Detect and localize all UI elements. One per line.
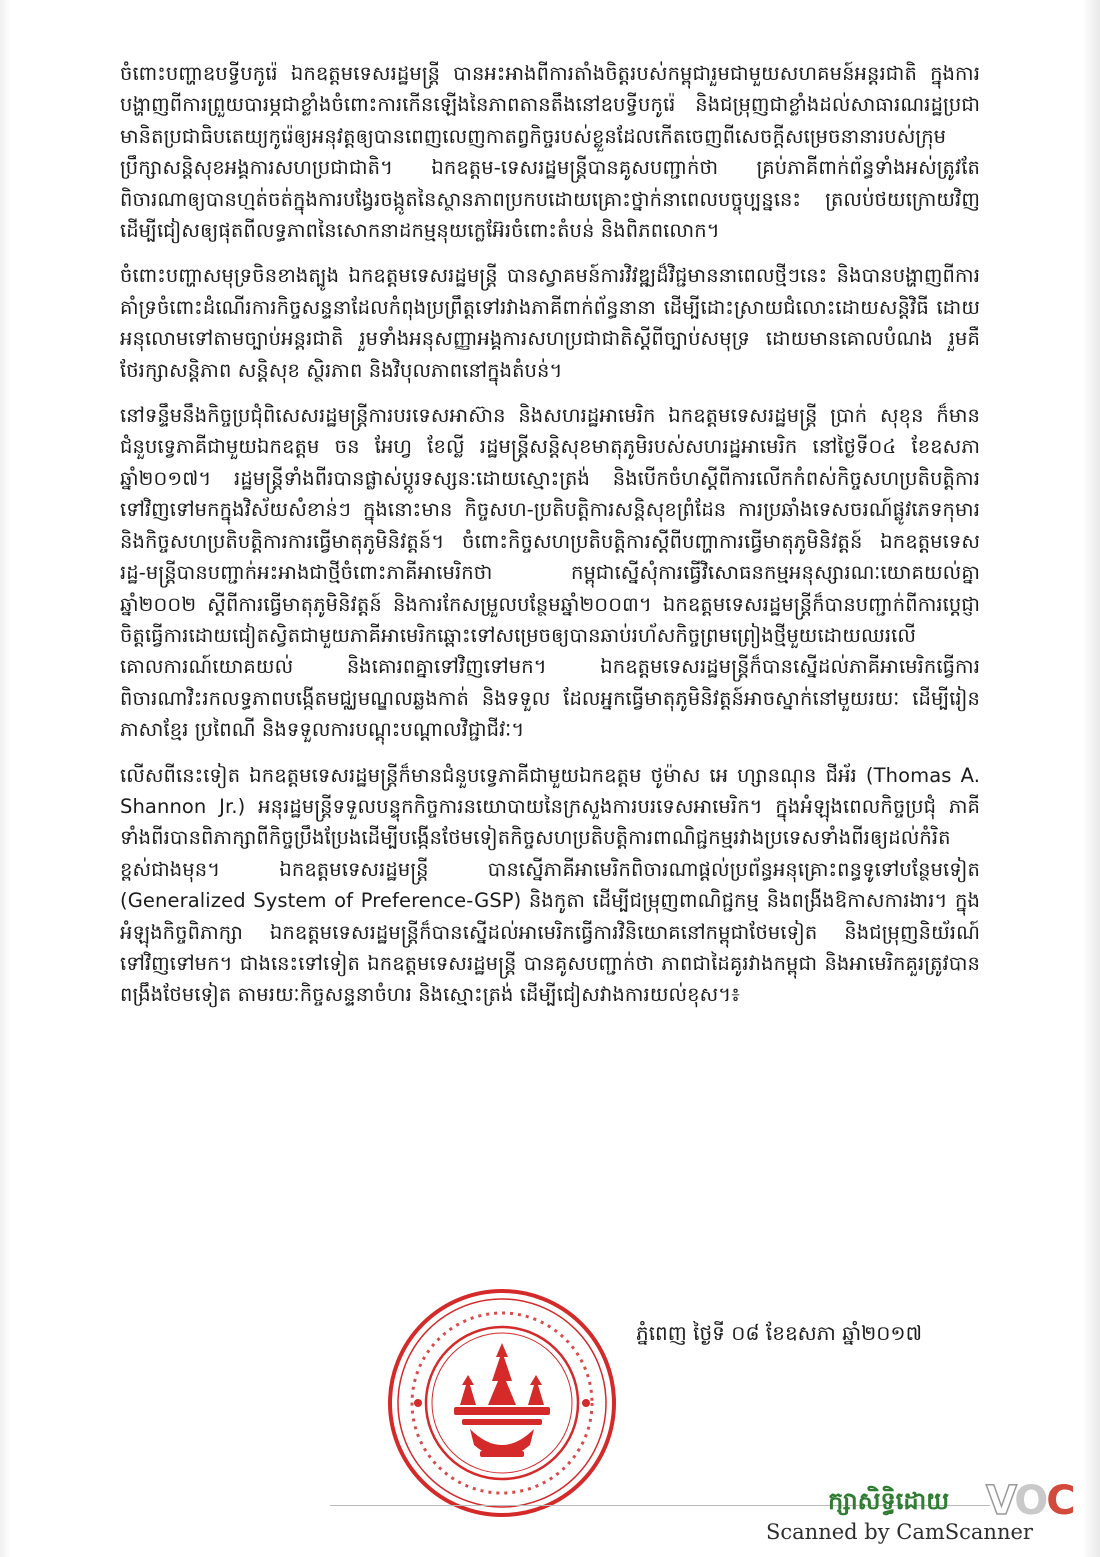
place-and-date: ភ្នំពេញ ថ្ងៃទី ០៨ ខែឧសភា ឆ្នាំ២០១៧: [636, 1321, 922, 1345]
paragraph-south-china-sea: ចំពោះបញ្ហាសមុទ្រចិនខាងត្បូង ឯកឧត្តមទេសរដ្ឋមន្ត្រី បានស្វាគមន៍ការវិវឌ្ឍដ៏វិជ្ជមាននាពេលថ្មីៗនេះ និងបានបង្ហាញពីការគាំទ្រចំពោះដំណើរការកិច្ចសន្ទនាដែលកំពុងប្រព្រឹត្តទៅរវាងភាគីពាក់ព័ន្ធនានា ដើម្បីដោះស្រាយជំលោះដោយសន្តិវិធី ដោយអនុលោមទៅតាមច្បាប់អន្តរជាតិ រួមទាំងអនុសញ្ញាអង្គការសហប្រជាជាតិស្តីពីច្បាប់សមុទ្រ ដោយមានគោលបំណង រួមគឺថែរក្សាសន្តិភាព សន្តិសុខ ស្ថិរភាព និងវិបុលភាពនៅក្នុងតំបន់។: [120, 264, 980, 382]
logo-letter-c: C: [1046, 1478, 1074, 1524]
paragraph-trade-text: លើសពីនេះទៀត ឯកឧត្តមទេសរដ្ឋមន្ត្រីក៏មានជំនួបទ្វេភាគីជាមួយឯកឧត្តម ថូម៉ាស អេ ហ្សានណុន ជីអ័រ (Thomas A. Shannon Jr.) អនុរដ្ឋមន្ត្រីទទួលបន្ទុកកិច្ចការនយោបាយនៃក្រសួងការបរទេសអាមេរិក។ ក្នុងអំឡុងពេលកិច្ចប្រជុំ ភាគីទាំងពីរបានពិភាក្សាពីកិច្ចប្រឹងប្រែងដើម្បីបង្កើនថែមទៀតកិច្ចសហប្រតិបត្តិការពាណិជ្ជកម្មរវាងប្រទេសទាំងពីរឲ្យដល់កំរិតខ្ពស់ជាងមុន។ ឯកឧត្តមទេសរដ្ឋមន្ត្រី បានស្នើភាគីអាមេរិកពិចារណាផ្តល់ប្រព័ន្ធអនុគ្រោះពន្ធទូទៅបន្ថែមទៀត (Generalized System of Preference-GSP) និងកូតា ដើម្បីជម្រុញពាណិជ្ជកម្ម និងពង្រីងឱកាសការងារ។ ក្នុងអំឡុងកិច្ចពិភាក្សា ឯកឧត្តមទេសរដ្ឋមន្ត្រីក៏បានស្នើដល់អាមេរិកធ្វើការវិនិយោគនៅកម្ពុជាថែមទៀត និងជម្រុញនិយ័រណ៍ទៅវិញទៅមក។ ជាងនេះទៅទៀត ឯកឧត្តមទេសរដ្ឋមន្ត្រី បានគូសបញ្ជាក់ថា ភាពជាដៃគូរវាងកម្ពុជា និងអាមេរិកគួរត្រូវបានពង្រឹងថែមទៀត តាមរយៈកិច្ចសន្ទនាចំហរ និងស្មោះត្រង់ ដើម្បីជៀសវាងការយល់ខុស។: [120, 763, 980, 1007]
document-body: [120, 58, 980, 1025]
paragraph-korea: ចំពោះបញ្ហាឧបទ្វីបកូរ៉េ ឯកឧត្តមទេសរដ្ឋមន្ត្រី បានអះអាងពីការតាំងចិត្តរបស់កម្ពុជារួមជាមួយសហគមន៍អន្តរជាតិ ក្នុងការបង្ហាញពីការព្រួយបារម្ភជាខ្លាំងចំពោះការកើនឡើងនៃភាពតានតឹងនៅឧបទ្វីបកូរ៉េ និងជម្រុញជាខ្លាំងដល់សាធារណរដ្ឋប្រជាមានិតប្រជាធិបតេយ្យកូរ៉េឲ្យអនុវត្តឲ្យបានពេញលេញកាតព្វកិច្ចរបស់ខ្លួនដែលកើតចេញពីសេចក្តីសម្រេចនានារបស់ក្រុមប្រឹក្សាសន្តិសុខអង្គការសហប្រជាជាតិ។ ឯកឧត្តម-ទេសរដ្ឋមន្ត្រីបានគូសបញ្ជាក់ថា គ្រប់ភាគីពាក់ព័ន្ធទាំងអស់ត្រូវតែពិចារណាឲ្យបានហ្មត់ចត់ក្នុងការបង្វែរចង្កូតនៃស្ថានភាពប្រកបដោយគ្រោះថ្នាក់នាពេលបច្ចុប្បន្ននេះ ត្រលប់ថយក្រោយវិញ ដើម្បីជៀសឲ្យផុតពីលទ្ធភាពនៃសោកនាដកម្មនុយក្លេអ៊ែរចំពោះតំបន់ និងពិភពលោក។: [120, 62, 980, 243]
logo-letter-o: O: [1014, 1478, 1047, 1524]
logo-letter-v: V: [986, 1478, 1015, 1524]
paragraph-repatriation: នៅទន្ទឹមនឹងកិច្ចប្រជុំពិសេសរដ្ឋមន្ត្រីការបរទេសអាស៊ាន និងសហរដ្ឋអាមេរិក ឯកឧត្តមទេសរដ្ឋមន្ត្រី ប្រាក់ សុខុន ក៏មានជំនួបទ្វេភាគីជាមួយឯកឧត្តម ចន អែហ្វ ខែល្លី រដ្ឋមន្ត្រីសន្តិសុខមាតុភូមិរបស់សហរដ្ឋអាមេរិក នៅថ្ងៃទី០៤ ខែឧសភា ឆ្នាំ២០១៧។ រដ្ឋមន្ត្រីទាំងពីរបានផ្លាស់ប្តូរទស្សនៈដោយស្មោះត្រង់ និងបើកចំហស្តីពីការលើកកំពស់កិច្ចសហប្រតិបត្តិការទៅវិញទៅមកក្នុងវិស័យសំខាន់ៗ ក្នុងនោះមាន កិច្ចសហ-ប្រតិបត្តិការសន្តិសុខព្រំដែន ការប្រឆាំងទេសចរណ៍ផ្លូវភេទកុមារ និងកិច្ចសហប្រតិបត្តិការការធ្វើមាតុភូមិនិវត្តន៍។ ចំពោះកិច្ចសហប្រតិបត្តិការស្តីពីបញ្ហាការធ្វើមាតុភូមិនិវត្តន៍ ឯកឧត្តមទេសរដ្ឋ-មន្ត្រីបានបញ្ជាក់អះអាងជាថ្មីចំពោះភាគីអាមេរិកថា កម្ពុជាស្នើសុំការធ្វើវិសោធនកម្មអនុស្សារណៈយោគយល់គ្នាឆ្នាំ២០០២ ស្តីពីការធ្វើមាតុភូមិនិវត្តន៍ និងការកែសម្រួលបន្ថែមឆ្នាំ២០០៣។ ឯកឧត្តមទេសរដ្ឋមន្ត្រីក៏បានបញ្ជាក់ពីការប្តេជ្ញាចិត្តធ្វើការដោយជៀតស្វិតជាមួយភាគីអាមេរិកឆ្ពោះទៅសម្រេចឲ្យបានឆាប់រហ័សកិច្ចព្រមព្រៀងថ្មីមួយដោយឈរលើគោលការណ៍យោគយល់ និងគោរពគ្នាទៅវិញទៅមក។ ឯកឧត្តមទេសរដ្ឋមន្ត្រីក៏បានស្នើដល់ភាគីអាមេរិកធ្វើការពិចារណាវិះរកលទ្ធភាពបង្កើតមជ្ឈមណ្ឌលឆ្លងកាត់ និងទទួល ដែលអ្នកធ្វើមាតុភូមិនិវត្តន៍អាចស្នាក់នៅមួយរយៈ ដើម្បីរៀនភាសាខ្មែរ ប្រពៃណី និងទទួលការបណ្តុះបណ្តាលវិជ្ជាជីវៈ។: [120, 404, 980, 742]
copyright-label: ក្សាសិទ្ធិដោយ: [828, 1487, 950, 1515]
scanner-watermark: Scanned by CamScanner: [766, 1520, 1033, 1544]
end-mark: ៖: [731, 983, 740, 1007]
page-edge-right: [1082, 0, 1100, 1557]
voc-logo: [986, 1478, 1074, 1524]
page-edge-left: [0, 0, 10, 1557]
paragraph-trade: [120, 760, 980, 1011]
ministry-seal: [384, 1285, 620, 1521]
